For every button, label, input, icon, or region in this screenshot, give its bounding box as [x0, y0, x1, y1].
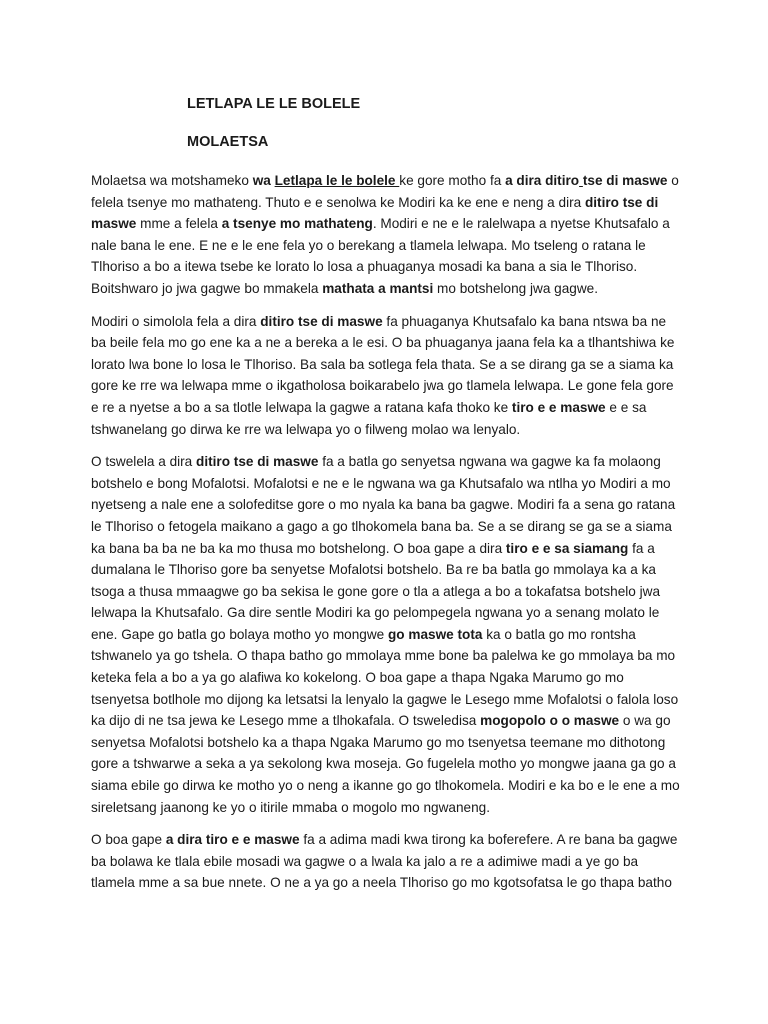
- text-run: Molaetsa wa motshameko: [91, 173, 253, 188]
- document-body: [91, 170, 681, 905]
- text-run: a dira ditiro: [505, 173, 580, 188]
- text-run: . Modiri e ne e le ralelwapa a nyetse Khutsafalo a nale bana le ene. E ne e le ene fela yo o berekang a tlamela lelwapa. Mo tseleng o ratana le Tlhoriso a bo a itewa tsebe ke lorato lo losa a phuaganya mosadi ka bana a sia le Tlhoriso. Boitshwaro jo jwa gagwe bo mmakela: [91, 216, 670, 296]
- text-run: fa phuaganya Khutsafalo ka bana ntswa ba ne ba beile fela mo go ene ka a ne a bereka a le esi. O ba phuaganya jaana fela ka a tlhantshiwa ke lorato lwa bone lo losa le Tlhoriso. Ba sala ba sotlega fela thata. Se a se dirang ga se a siama ka gore ke rre wa lelwapa mme o ikgatholosa boikarabelo jwa go tlamela lelwapa. Le gone fela gore e re a nyetse a bo a sa tlotle lelwapa la gagwe a ratana kafa thoko ke: [91, 313, 675, 415]
- text-run: a dira tiro e e maswe: [165, 832, 300, 848]
- text-run: go maswe tota: [388, 626, 483, 642]
- text-run: mogopolo o o maswe: [480, 713, 620, 729]
- text-run: wa: [252, 173, 275, 188]
- paragraph-3: [91, 451, 681, 818]
- text-run: o felela tsenye mo mathateng. Thuto e e senolwa ke Modiri ka ke ene e neng a dira: [91, 173, 679, 210]
- paragraph-4: [91, 829, 681, 894]
- text-run: mme a felela: [136, 216, 222, 232]
- text-run: ditiro tse di maswe: [260, 313, 383, 329]
- text-run: tiro e e maswe: [511, 399, 606, 415]
- text-run: O boa gape: [91, 832, 166, 848]
- text-run: Letlapa le le bolele: [274, 173, 400, 188]
- text-run: fa a dumalana le Tlhoriso gore ba senyetse Mofalotsi botshelo. Ba re ba batla go mmolaya ka a ka tsoga a thusa mmaagwe go ba sekisa le gone gore o tla a atlega a bo a tokafatsa botshelo jwa lelwapa la Khutsafalo. Ga dire sentle Modiri ka go pelompegela ngwana yo a senang molato le ene. Gape go batla go bolaya motho yo mongwe: [91, 540, 661, 642]
- text-run: e e sa tshwanelang go dirwa ke rre wa lelwapa yo o filweng molao wa lenyalo.: [91, 399, 647, 437]
- text-run: a tsenye mo mathateng: [221, 216, 373, 232]
- text-run: tse di maswe: [582, 173, 668, 188]
- text-run: tiro e e sa siamang: [505, 540, 629, 556]
- text-run: mathata a mantsi: [322, 280, 434, 296]
- text-run: fa a adima madi kwa tirong ka boferefere. A re bana ba gagwe ba bolawa ke tlala ebile mosadi wa gagwe o a lwala ka jalo a re a adimiwe madi a ye go ba tlamela mme a sa bue nnete. O ne a ya go a neela Tlhoriso go mo kgotsofatsa le go thapa batho: [91, 832, 678, 891]
- text-run: O tswelela a dira: [91, 454, 197, 470]
- document-subtitle: MOLAETSA: [187, 134, 269, 150]
- paragraph-1: [91, 170, 681, 300]
- text-run: fa a batla go senyetsa ngwana wa gagwe ka fa molaong botshelo e bong Mofalotsi. Mofalotsi e ne e le ngwana wa ga Khutsafalo wa ntlha yo Modiri a mo nyetseng a nale ene a solofeditse gore o mo nyala ka bana ba gagwe. Modiri fa a sena go ratana le Tlhoriso o fetogela maikano a gago a go tlhokomela bana ba. Se a se dirang se ga se a siama ka bana ba ba ne ba ka mo thusa mo botshelong. O boa gape a dira: [91, 454, 676, 556]
- text-run: ditiro tse di maswe: [196, 454, 319, 470]
- text-run: mo botshelong jwa gagwe.: [433, 280, 599, 296]
- text-run: o wa go senyetsa Mofalotsi botshelo ka a thapa Ngaka Marumo go mo tsenyetsa teemane mo dithotong gore a tshwarwe a seka a ya sekolong kwa moseja. Go fugelela motho yo mongwe jaana ga go a siama ebile go dirwa ke motho yo o neng a ikanne go go tlhokomela. Modiri e ka bo e le ene a mo sireletsang jaanong ke yo o itirile mmaba o mogolo mo ngwaneng.: [91, 713, 680, 815]
- document-title: LETLAPA LE LE BOLELE: [187, 96, 361, 112]
- text-run: ditiro tse di maswe: [91, 194, 659, 232]
- text-run: ka o batla go mo rontsha tshwanelo ya go tshela. O thapa batho go mmolaya mme bone ba palelwa ke go mmolaya ba mo keteka fela a bo a ya go alafiwa ko kokelong. O boa gape a thapa Ngaka Marumo go mo tsenyetsa botlhole mo dijong ka letsatsi la lenyalo la gagwe le Lesego mme Mofalotsi o falola loso ka dijo di ne tsa jewa ke Lesego mme a tlhokafala. O tsweledisa: [91, 626, 679, 729]
- text-run: ke gore motho fa: [399, 173, 506, 188]
- paragraph-2: [91, 311, 681, 441]
- text-run: Modiri o simolola fela a dira: [91, 313, 261, 329]
